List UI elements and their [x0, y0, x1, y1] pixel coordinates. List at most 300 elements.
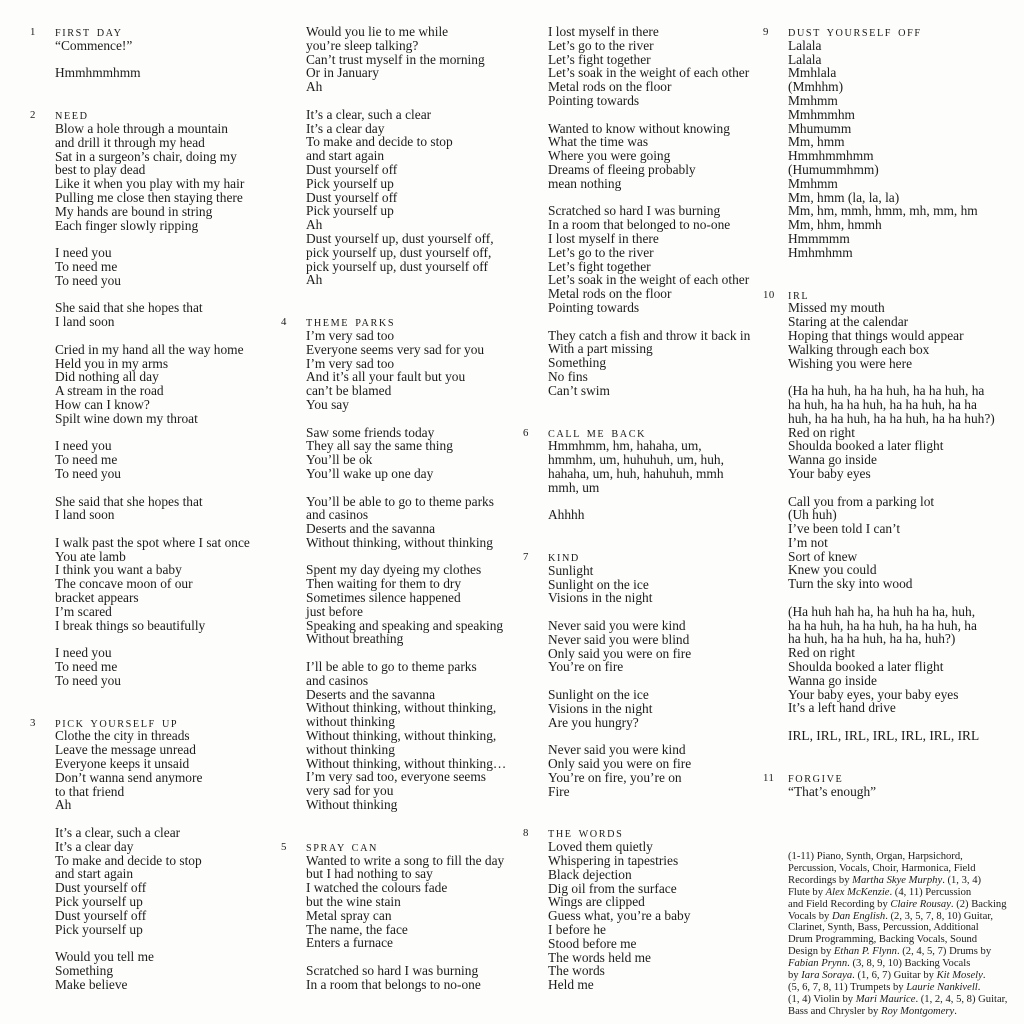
- credits-line: [788, 911, 1024, 923]
- lyric-line: Dust yourself off: [306, 189, 398, 205]
- lyric-line: bracket appears: [55, 590, 139, 606]
- lyric-line: Wishing you were here: [788, 355, 913, 371]
- lyric-line: Sunlight on the ice: [548, 687, 649, 703]
- lyric-line: Your baby eyes, your baby eyes: [788, 686, 959, 702]
- lyric-line: She said that she hopes that: [55, 493, 203, 509]
- lyric-line: Pick yourself up: [55, 921, 143, 937]
- song-header: [30, 716, 270, 730]
- lyric-line: It’s a clear day: [55, 838, 134, 854]
- credits-line: [788, 887, 1024, 899]
- song-header: [281, 840, 516, 854]
- credits-line: [788, 970, 1024, 982]
- stanza: [788, 384, 1018, 481]
- credits-line: [788, 1006, 1024, 1018]
- lyric-line: Would you tell me: [55, 949, 154, 965]
- lyric-line: How can I know?: [55, 396, 150, 412]
- song-header: [763, 288, 1018, 302]
- lyric-line: Let’s fight together: [548, 258, 651, 274]
- stanza: [55, 66, 270, 80]
- lyric-line: Fire: [548, 783, 570, 799]
- lyric-line: Scratched so hard I was burning: [306, 963, 479, 978]
- song-header: [523, 426, 758, 440]
- lyric-line: To need me: [55, 258, 118, 274]
- lyric-line: The name, the face: [306, 921, 408, 937]
- lyric-line: You’ll wake up one day: [306, 465, 434, 481]
- lyric-line: Knew you could: [788, 562, 877, 578]
- lyric-line: Everyone keeps it unsaid: [55, 756, 190, 772]
- lyric-line: ha huh, ha ha huh, ha ha, huh?): [788, 631, 956, 647]
- lyric-line: What the time was: [548, 134, 649, 150]
- song-segment: [30, 108, 270, 688]
- lyric-line: Without thinking, without thinking,: [306, 700, 497, 716]
- credits-artist-name: Alex McKenzie: [825, 886, 890, 898]
- lyric-line: Never said you were kind: [548, 742, 686, 758]
- lyric-line: Make believe: [55, 976, 128, 992]
- song-number: 2: [30, 109, 36, 122]
- lyric-line: without thinking: [306, 714, 395, 730]
- lyric-line: pick yourself up, dust yourself off,: [306, 244, 492, 260]
- stanza: [306, 426, 516, 481]
- lyric-line: To need you: [55, 272, 121, 288]
- credits-text: . (1, 2, 4, 5, 8) Guitar,: [915, 993, 1008, 1005]
- lyric-line: Can’t trust myself in the morning: [306, 51, 485, 67]
- song-segment: [763, 288, 1018, 744]
- credits-artist-name: Martha Skye Murphy: [852, 874, 943, 886]
- lyric-line: They all say the same thing: [306, 438, 453, 454]
- lyric-line: Wanna go inside: [788, 452, 877, 468]
- lyric-line: Dust yourself off: [55, 880, 147, 896]
- lyric-line: I need you: [55, 438, 112, 454]
- lyric-line: To need you: [55, 465, 121, 481]
- lyric-line: Saw some friends today: [306, 424, 435, 440]
- lyric-line: Hoping that things would appear: [788, 327, 964, 343]
- lyric-line: I land soon: [55, 507, 115, 523]
- lyric-line: In a room that belonged to no-one: [548, 217, 731, 233]
- lyric-line: You’re on fire: [548, 659, 624, 675]
- song-segment: [763, 25, 1018, 260]
- lyric-line: Staring at the calendar: [788, 314, 909, 330]
- lyric-line: The words: [548, 963, 605, 979]
- song-title: IRL: [788, 290, 810, 302]
- stanza: [548, 688, 758, 729]
- lyric-line: Red on right: [788, 645, 855, 661]
- lyric-line: It’s a left hand drive: [788, 700, 896, 716]
- lyric-line: IRL, IRL, IRL, IRL, IRL, IRL, IRL: [788, 728, 980, 744]
- credits-line: [788, 982, 1024, 994]
- lyrics-column-2: [281, 25, 516, 992]
- lyric-line: Never said you were blind: [548, 631, 690, 647]
- lyric-line: Whispering in tapestries: [548, 853, 679, 869]
- song-header: [281, 315, 516, 330]
- song-header: [523, 550, 758, 565]
- credits-text: (1, 4) Violin by: [788, 993, 856, 1005]
- lyric-line: Pulling me close then staying there: [55, 189, 243, 205]
- lyric-line: but the wine stain: [306, 894, 401, 910]
- lyric-line: Each finger slowly ripping: [55, 217, 199, 233]
- lyric-line: Then waiting for them to dry: [306, 576, 462, 592]
- credits-text: Drum Programming, Backing Vocals, Sound: [788, 934, 978, 946]
- lyric-line: Ah: [306, 272, 323, 288]
- lyric-line: With a part missing: [548, 341, 653, 357]
- lyric-line: Scratched so hard I was burning: [548, 203, 721, 219]
- lyric-line: Let’s soak in the weight of each other: [548, 65, 750, 81]
- stanza: [55, 729, 270, 812]
- lyric-line: best to play dead: [55, 162, 146, 178]
- stanza: [55, 495, 270, 523]
- credits-text: Bass and Chrysler by: [788, 1005, 881, 1017]
- lyric-line: Mm, hhm, hmmh: [788, 217, 882, 233]
- lyric-line: Would you lie to me while: [306, 24, 449, 39]
- song-header: [30, 25, 270, 39]
- lyric-line: without thinking: [306, 741, 395, 757]
- lyric-line: I’m not: [788, 534, 828, 550]
- lyric-line: Pick yourself up: [306, 203, 394, 219]
- lyric-line: Ah: [306, 217, 323, 233]
- lyric-line: I’m very sad too, everyone seems: [306, 769, 486, 785]
- lyric-line: Never said you were kind: [548, 618, 686, 634]
- lyric-line: Missed my mouth: [788, 300, 885, 316]
- lyric-line: A stream in the road: [55, 383, 164, 399]
- lyric-line: Visions in the night: [548, 700, 653, 716]
- song-segment: [523, 550, 758, 799]
- song-segment: [523, 426, 758, 523]
- lyric-line: Or in January: [306, 65, 379, 81]
- lyric-line: It’s a clear, such a clear: [55, 825, 181, 841]
- lyric-line: Wings are clipped: [548, 894, 645, 910]
- lyric-line: Metal rods on the floor: [548, 79, 672, 95]
- credits-text: and Field Recording by: [788, 898, 891, 910]
- lyric-line: Pick yourself up: [306, 175, 394, 191]
- lyric-line: I’ll be able to go to theme parks: [306, 659, 477, 675]
- lyric-line: Red on right: [788, 424, 855, 440]
- stanza: [55, 122, 270, 232]
- lyric-line: just before: [306, 603, 363, 619]
- lyric-line: Hmmmmm: [788, 230, 850, 246]
- lyric-line: Spent my day dyeing my clothes: [306, 562, 482, 578]
- song-segment: [281, 315, 516, 813]
- stanza: [306, 329, 516, 412]
- stanza: [548, 743, 758, 798]
- lyric-line: hahaha, um, huh, hahuhuh, mmh: [548, 465, 724, 481]
- lyric-line: Sat in a surgeon’s chair, doing my: [55, 148, 237, 164]
- song-number: 5: [281, 840, 287, 853]
- credits-text: by: [788, 970, 802, 982]
- lyric-line: I lost myself in there: [548, 24, 659, 39]
- stanza: [55, 39, 270, 53]
- lyric-line: The concave moon of our: [55, 576, 193, 592]
- stanza: [548, 840, 758, 992]
- credits-text: .: [954, 1005, 957, 1017]
- lyric-line: Let’s fight together: [548, 51, 651, 67]
- lyric-line: Cried in my hand all the way home: [55, 341, 244, 357]
- lyrics-column-1: [30, 25, 270, 992]
- lyric-line: Turn the sky into wood: [788, 576, 913, 592]
- lyric-line: Held me: [548, 977, 594, 993]
- lyric-line: To make and decide to stop: [306, 134, 453, 150]
- credits-text: .: [982, 970, 986, 982]
- lyric-line: (Ha huh hah ha, ha huh ha ha, huh,: [788, 603, 976, 619]
- credits-line: [788, 958, 1024, 970]
- lyric-line: Shoulda booked a later flight: [788, 438, 944, 454]
- lyric-line: very sad for you: [306, 783, 394, 799]
- credits-text: Design by: [788, 946, 834, 958]
- lyric-line: Can’t swim: [548, 382, 610, 398]
- lyric-line: Without thinking: [306, 797, 398, 813]
- lyric-line: “That’s enough”: [788, 783, 877, 799]
- credits-artist-name: Dan English: [831, 910, 886, 922]
- lyric-line: She said that she hopes that: [55, 300, 203, 316]
- lyric-line: I need you: [55, 645, 112, 661]
- lyric-line: I walk past the spot where I sat once: [55, 534, 250, 550]
- stanza: [306, 854, 516, 951]
- song-title: THEME PARKS: [306, 318, 396, 330]
- stanza: [306, 108, 516, 287]
- lyric-line: Something: [55, 963, 114, 978]
- song-number: 4: [281, 316, 287, 329]
- lyric-line: Metal rods on the floor: [548, 286, 672, 302]
- lyric-line: It’s a clear day: [306, 120, 385, 136]
- song-number: 7: [523, 551, 529, 564]
- song-header: [30, 108, 270, 123]
- lyric-line: Walking through each box: [788, 341, 930, 357]
- stanza: [548, 329, 758, 398]
- lyric-line: and drill it through my head: [55, 134, 205, 150]
- lyric-line: Clothe the city in threads: [55, 728, 190, 744]
- lyric-line: Leave the message unread: [55, 742, 196, 758]
- lyric-line: you’re sleep talking?: [306, 37, 419, 53]
- lyric-line: mean nothing: [548, 175, 622, 191]
- stanza: [55, 343, 270, 426]
- lyric-line: My hands are bound in string: [55, 203, 213, 219]
- lyric-line: I land soon: [55, 314, 115, 330]
- song-segment: [523, 826, 758, 993]
- credits-artist-name: Kit Mosely: [936, 970, 983, 982]
- stanza: [788, 495, 1018, 592]
- lyric-line: Shoulda booked a later flight: [788, 659, 944, 675]
- lyric-line: Let’s go to the river: [548, 244, 654, 260]
- lyric-line: Something: [548, 355, 607, 371]
- lyrics-column-4: [763, 25, 1018, 798]
- credits-text: (1-11) Piano, Synth, Organ, Harpsichord,: [788, 851, 963, 862]
- lyric-line: I’m very sad too: [306, 327, 395, 343]
- credits-artist-name: Ethan P. Flynn: [833, 946, 897, 958]
- lyric-line: Mmhmm: [788, 175, 838, 191]
- stanza: [548, 25, 758, 108]
- credits-text: Clarinet, Synth, Bass, Percussion, Additional: [788, 922, 979, 934]
- lyric-line: Visions in the night: [548, 590, 653, 606]
- lyric-line: The words held me: [548, 949, 652, 965]
- lyric-line: Your baby eyes: [788, 465, 871, 481]
- stanza: [788, 301, 1018, 370]
- credits-artist-name: Roy Montgomery: [880, 1005, 955, 1017]
- credits-text: Recordings by: [788, 874, 853, 886]
- stanza: [306, 495, 516, 550]
- lyric-line: Lalala: [788, 51, 822, 67]
- lyric-line: Everyone seems very sad for you: [306, 341, 485, 357]
- lyric-line: Mm, hmm: [788, 134, 845, 150]
- lyric-line: (Humummhmm): [788, 161, 879, 177]
- lyric-line: Pointing towards: [548, 299, 640, 315]
- credits-text: . (2, 4, 5, 7) Drums by: [896, 946, 992, 958]
- lyric-line: Hmmhmmhmm: [788, 148, 874, 164]
- song-number: 8: [523, 827, 529, 840]
- credits-line: [788, 851, 1024, 863]
- lyric-line: Wanna go inside: [788, 672, 877, 688]
- lyric-line: Only said you were on fire: [548, 645, 692, 661]
- lyric-line: Sunlight: [548, 562, 594, 578]
- credits-line: [788, 946, 1024, 958]
- lyric-line: Lalala: [788, 37, 822, 53]
- lyric-line: I’m scared: [55, 603, 112, 619]
- lyric-line: Where you were going: [548, 148, 671, 164]
- lyric-line: Deserts and the savanna: [306, 686, 436, 702]
- lyric-line: Like it when you play with my hair: [55, 176, 245, 192]
- lyric-line: Blow a hole through a mountain: [55, 120, 228, 136]
- song-title: SPRAY CAN: [306, 842, 378, 854]
- song-segment: [30, 716, 270, 992]
- song-number: 10: [763, 288, 775, 301]
- lyric-line: to that friend: [55, 783, 125, 799]
- stanza: [306, 25, 516, 94]
- lyric-line: Did nothing all day: [55, 369, 159, 385]
- lyric-line: Call you from a parking lot: [788, 493, 935, 509]
- credits-text: .: [977, 981, 981, 993]
- credits-artist-name: Iara Soraya: [801, 970, 853, 982]
- song-number: 3: [30, 716, 36, 729]
- stanza: [55, 439, 270, 480]
- credits-text: . (2) Backing: [950, 898, 1007, 910]
- credits-artist-name: Mari Maurice: [855, 993, 916, 1005]
- lyric-line: To need you: [55, 672, 121, 688]
- stanza: [788, 785, 1018, 799]
- song-title: DUST YOURSELF OFF: [788, 28, 922, 39]
- stanza: [55, 246, 270, 287]
- lyric-line: They catch a fish and throw it back in: [548, 327, 751, 343]
- stanza: [55, 536, 270, 633]
- lyric-line: mmh, um: [548, 479, 600, 495]
- song-title: FIRST DAY: [55, 28, 123, 39]
- lyric-line: I watched the colours fade: [306, 880, 448, 896]
- stanza: [306, 660, 516, 812]
- lyric-line: huh, ha ha huh, ha ha huh, ha ha huh?): [788, 410, 995, 426]
- song-segment: [30, 25, 270, 81]
- lyric-line: Wanted to write a song to fill the day: [306, 852, 505, 868]
- lyric-line: You’ll be ok: [306, 452, 373, 468]
- credits-text: . (3, 8, 9, 10) Backing Vocals: [847, 958, 971, 970]
- lyric-line: I think you want a baby: [55, 562, 182, 578]
- lyric-line: Mm, hmm (la, la, la): [788, 189, 900, 205]
- song-title: FORGIVE: [788, 773, 844, 785]
- lyric-line: Sometimes silence happened: [306, 590, 461, 606]
- lyric-line: Without thinking, without thinking…: [306, 755, 507, 771]
- lyric-line: Don’t wanna send anymore: [55, 769, 203, 785]
- lyric-line: (Ha ha huh, ha ha huh, ha ha huh, ha: [788, 383, 985, 399]
- stanza: [306, 563, 516, 646]
- lyric-line: hmmhm, um, huhuhuh, um, huh,: [548, 452, 724, 468]
- lyric-line: It’s a clear, such a clear: [306, 106, 432, 122]
- credits-text: Flute by: [788, 886, 826, 898]
- song-number: 11: [763, 771, 775, 784]
- lyric-line: ha huh, ha ha huh, ha ha huh, ha ha: [788, 396, 977, 412]
- stanza: [306, 964, 516, 992]
- lyric-line: Sort of knew: [788, 548, 858, 564]
- lyric-line: Mmhmm: [788, 92, 838, 108]
- song-continuation-segment: [548, 25, 758, 398]
- lyric-line: Without thinking, without thinking: [306, 534, 493, 550]
- lyric-line: Mmhmmhm: [788, 106, 855, 122]
- lyric-line: Sunlight on the ice: [548, 576, 649, 592]
- lyric-line: To make and decide to stop: [55, 852, 202, 868]
- lyric-line: I break things so beautifully: [55, 617, 206, 633]
- lyric-line: You’re on fire, you’re on: [548, 769, 682, 785]
- lyric-line: Speaking and speaking and speaking: [306, 617, 504, 633]
- lyric-line: Mhumumm: [788, 120, 852, 136]
- song-header: [763, 25, 1018, 39]
- lyric-line: Hmmhmmhmm: [55, 65, 141, 81]
- lyric-line: Dig oil from the surface: [548, 880, 677, 896]
- lyric-line: To need me: [55, 452, 118, 468]
- lyric-line: Held you in my arms: [55, 355, 169, 371]
- lyric-line: Mmhlala: [788, 65, 837, 81]
- stanza: [548, 204, 758, 314]
- lyric-line: You’ll be able to go to theme parks: [306, 493, 494, 509]
- stanza: [788, 39, 1018, 260]
- stanza: [55, 646, 270, 687]
- lyric-line: Black dejection: [548, 866, 632, 882]
- credits-text: Percussion, Vocals, Choir, Harmonica, Field: [788, 862, 976, 874]
- credits-text: . (1, 3, 4): [942, 874, 982, 886]
- stanza: [548, 439, 758, 494]
- stanza: [55, 950, 270, 991]
- lyric-line: Only said you were on fire: [548, 756, 692, 772]
- lyric-line: Let’s go to the river: [548, 37, 654, 53]
- song-header: [523, 826, 758, 841]
- lyric-line: ha ha huh, ha ha huh, ha ha huh, ha: [788, 617, 977, 633]
- song-number: 9: [763, 26, 769, 38]
- song-title: CALL ME BACK: [548, 428, 647, 440]
- lyric-line: Hmhmhmm: [788, 244, 853, 260]
- stanza: [548, 564, 758, 605]
- song-title: THE WORDS: [548, 829, 624, 841]
- credits-artist-name: Claire Rousay: [890, 898, 951, 910]
- lyric-line: Guess what, you’re a baby: [548, 908, 691, 924]
- credits-line: [788, 899, 1024, 911]
- lyric-line: Mm, hm, mmh, hmm, mh, mm, hm: [788, 203, 978, 219]
- credits-line: [788, 934, 1024, 946]
- song-title: KIND: [548, 553, 580, 565]
- lyric-line: I’m very sad too: [306, 355, 395, 371]
- song-segment: [281, 840, 516, 992]
- stanza: [548, 619, 758, 674]
- lyric-line: (Mmhhm): [788, 79, 844, 95]
- stanza: [788, 605, 1018, 715]
- lyric-line: Hmmhmm, hm, hahaha, um,: [548, 438, 702, 454]
- lyric-line: And it’s all your fault but you: [306, 369, 466, 385]
- lyric-line: No fins: [548, 368, 588, 384]
- stanza: [55, 301, 270, 329]
- credits-line: [788, 994, 1024, 1006]
- credits-line: [788, 863, 1024, 875]
- lyric-line: Deserts and the savanna: [306, 521, 436, 537]
- lyric-line: Wanted to know without knowing: [548, 120, 730, 136]
- song-title: NEED: [55, 111, 89, 123]
- lyric-line: Pick yourself up: [55, 894, 143, 910]
- credits-text: (5, 6, 7, 8, 11) Trumpets by: [788, 981, 907, 993]
- song-title: PICK YOURSELF UP: [55, 718, 179, 730]
- stanza: [548, 122, 758, 191]
- lyric-line: and start again: [306, 148, 385, 164]
- credits-artist-name: Laurie Nankivell: [906, 981, 978, 993]
